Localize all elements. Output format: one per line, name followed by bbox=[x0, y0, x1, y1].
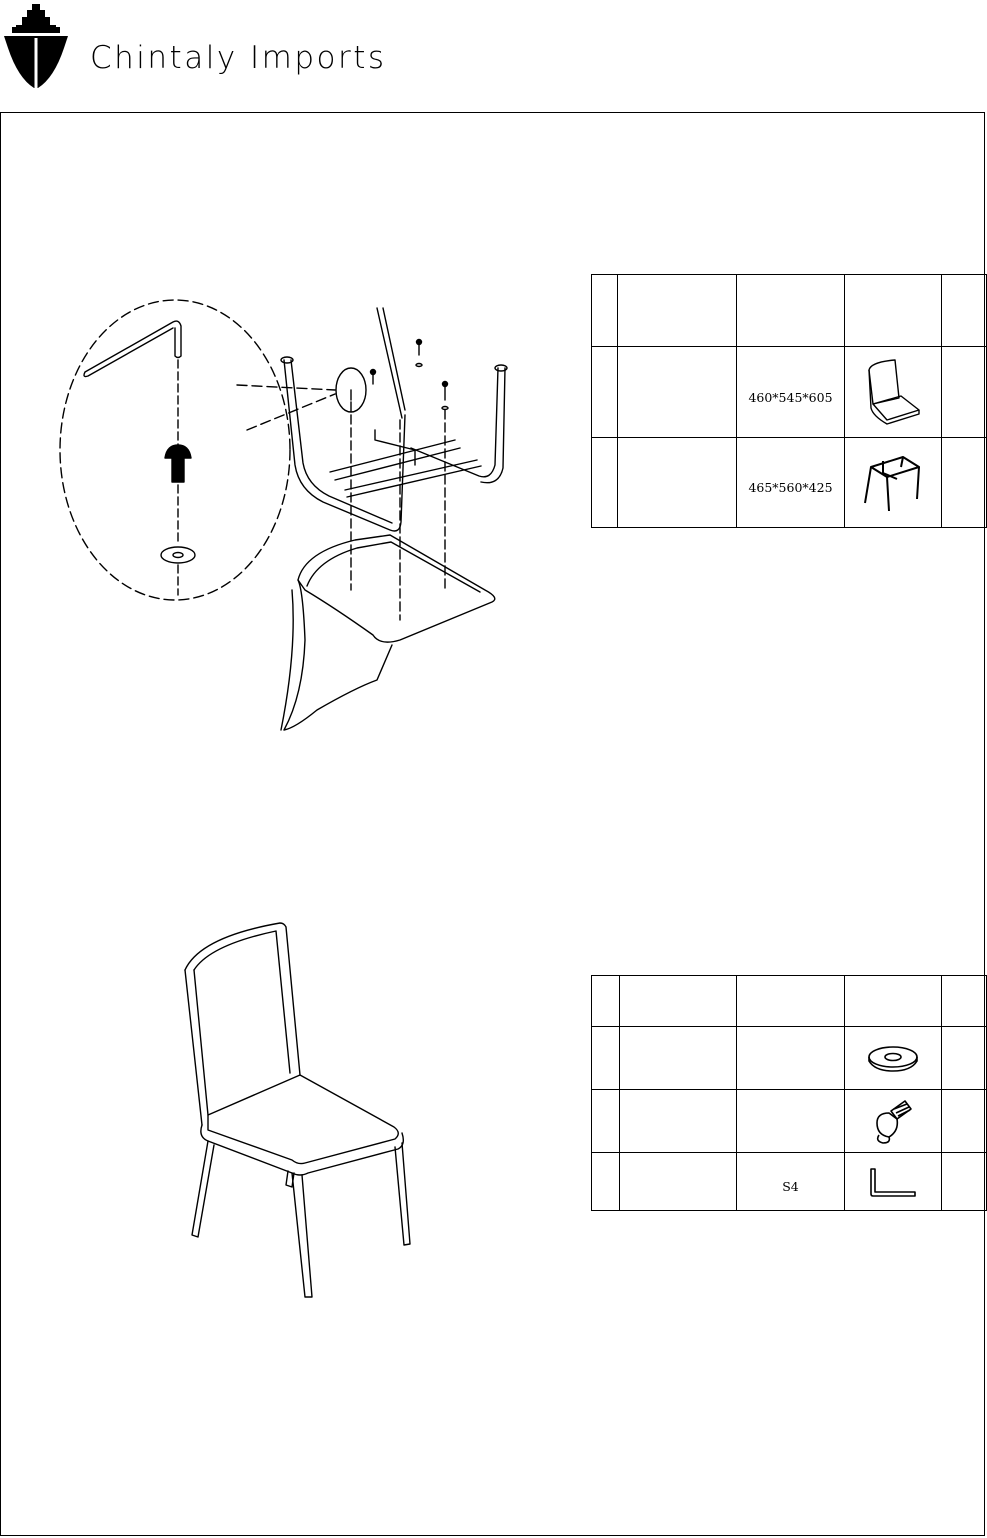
part-dimensions: 460*545*605 bbox=[737, 347, 845, 438]
table-row bbox=[592, 1027, 987, 1090]
table-header-row bbox=[592, 275, 987, 347]
exploded-assembly-drawing bbox=[55, 290, 535, 740]
allen-key-icon bbox=[865, 1166, 921, 1198]
chair-frame-icon bbox=[861, 453, 925, 513]
washer-icon bbox=[865, 1043, 921, 1073]
part-dimensions: 465*560*425 bbox=[737, 438, 845, 528]
part-size: S4 bbox=[737, 1153, 845, 1211]
assembled-chair-drawing bbox=[180, 915, 420, 1305]
part-size bbox=[737, 1027, 845, 1090]
parts-table bbox=[591, 274, 987, 528]
header bbox=[0, 0, 987, 112]
company-name: Chintaly Imports bbox=[90, 40, 387, 76]
table-row bbox=[592, 347, 987, 438]
hardware-table bbox=[591, 975, 987, 1211]
chair-seat-back-icon bbox=[861, 358, 925, 426]
ship-icon bbox=[2, 2, 70, 88]
table-header-row bbox=[592, 976, 987, 1027]
table-row bbox=[592, 438, 987, 528]
table-row bbox=[592, 1153, 987, 1211]
table-row bbox=[592, 1090, 987, 1153]
bolt-icon bbox=[871, 1097, 915, 1145]
part-size bbox=[737, 1090, 845, 1153]
